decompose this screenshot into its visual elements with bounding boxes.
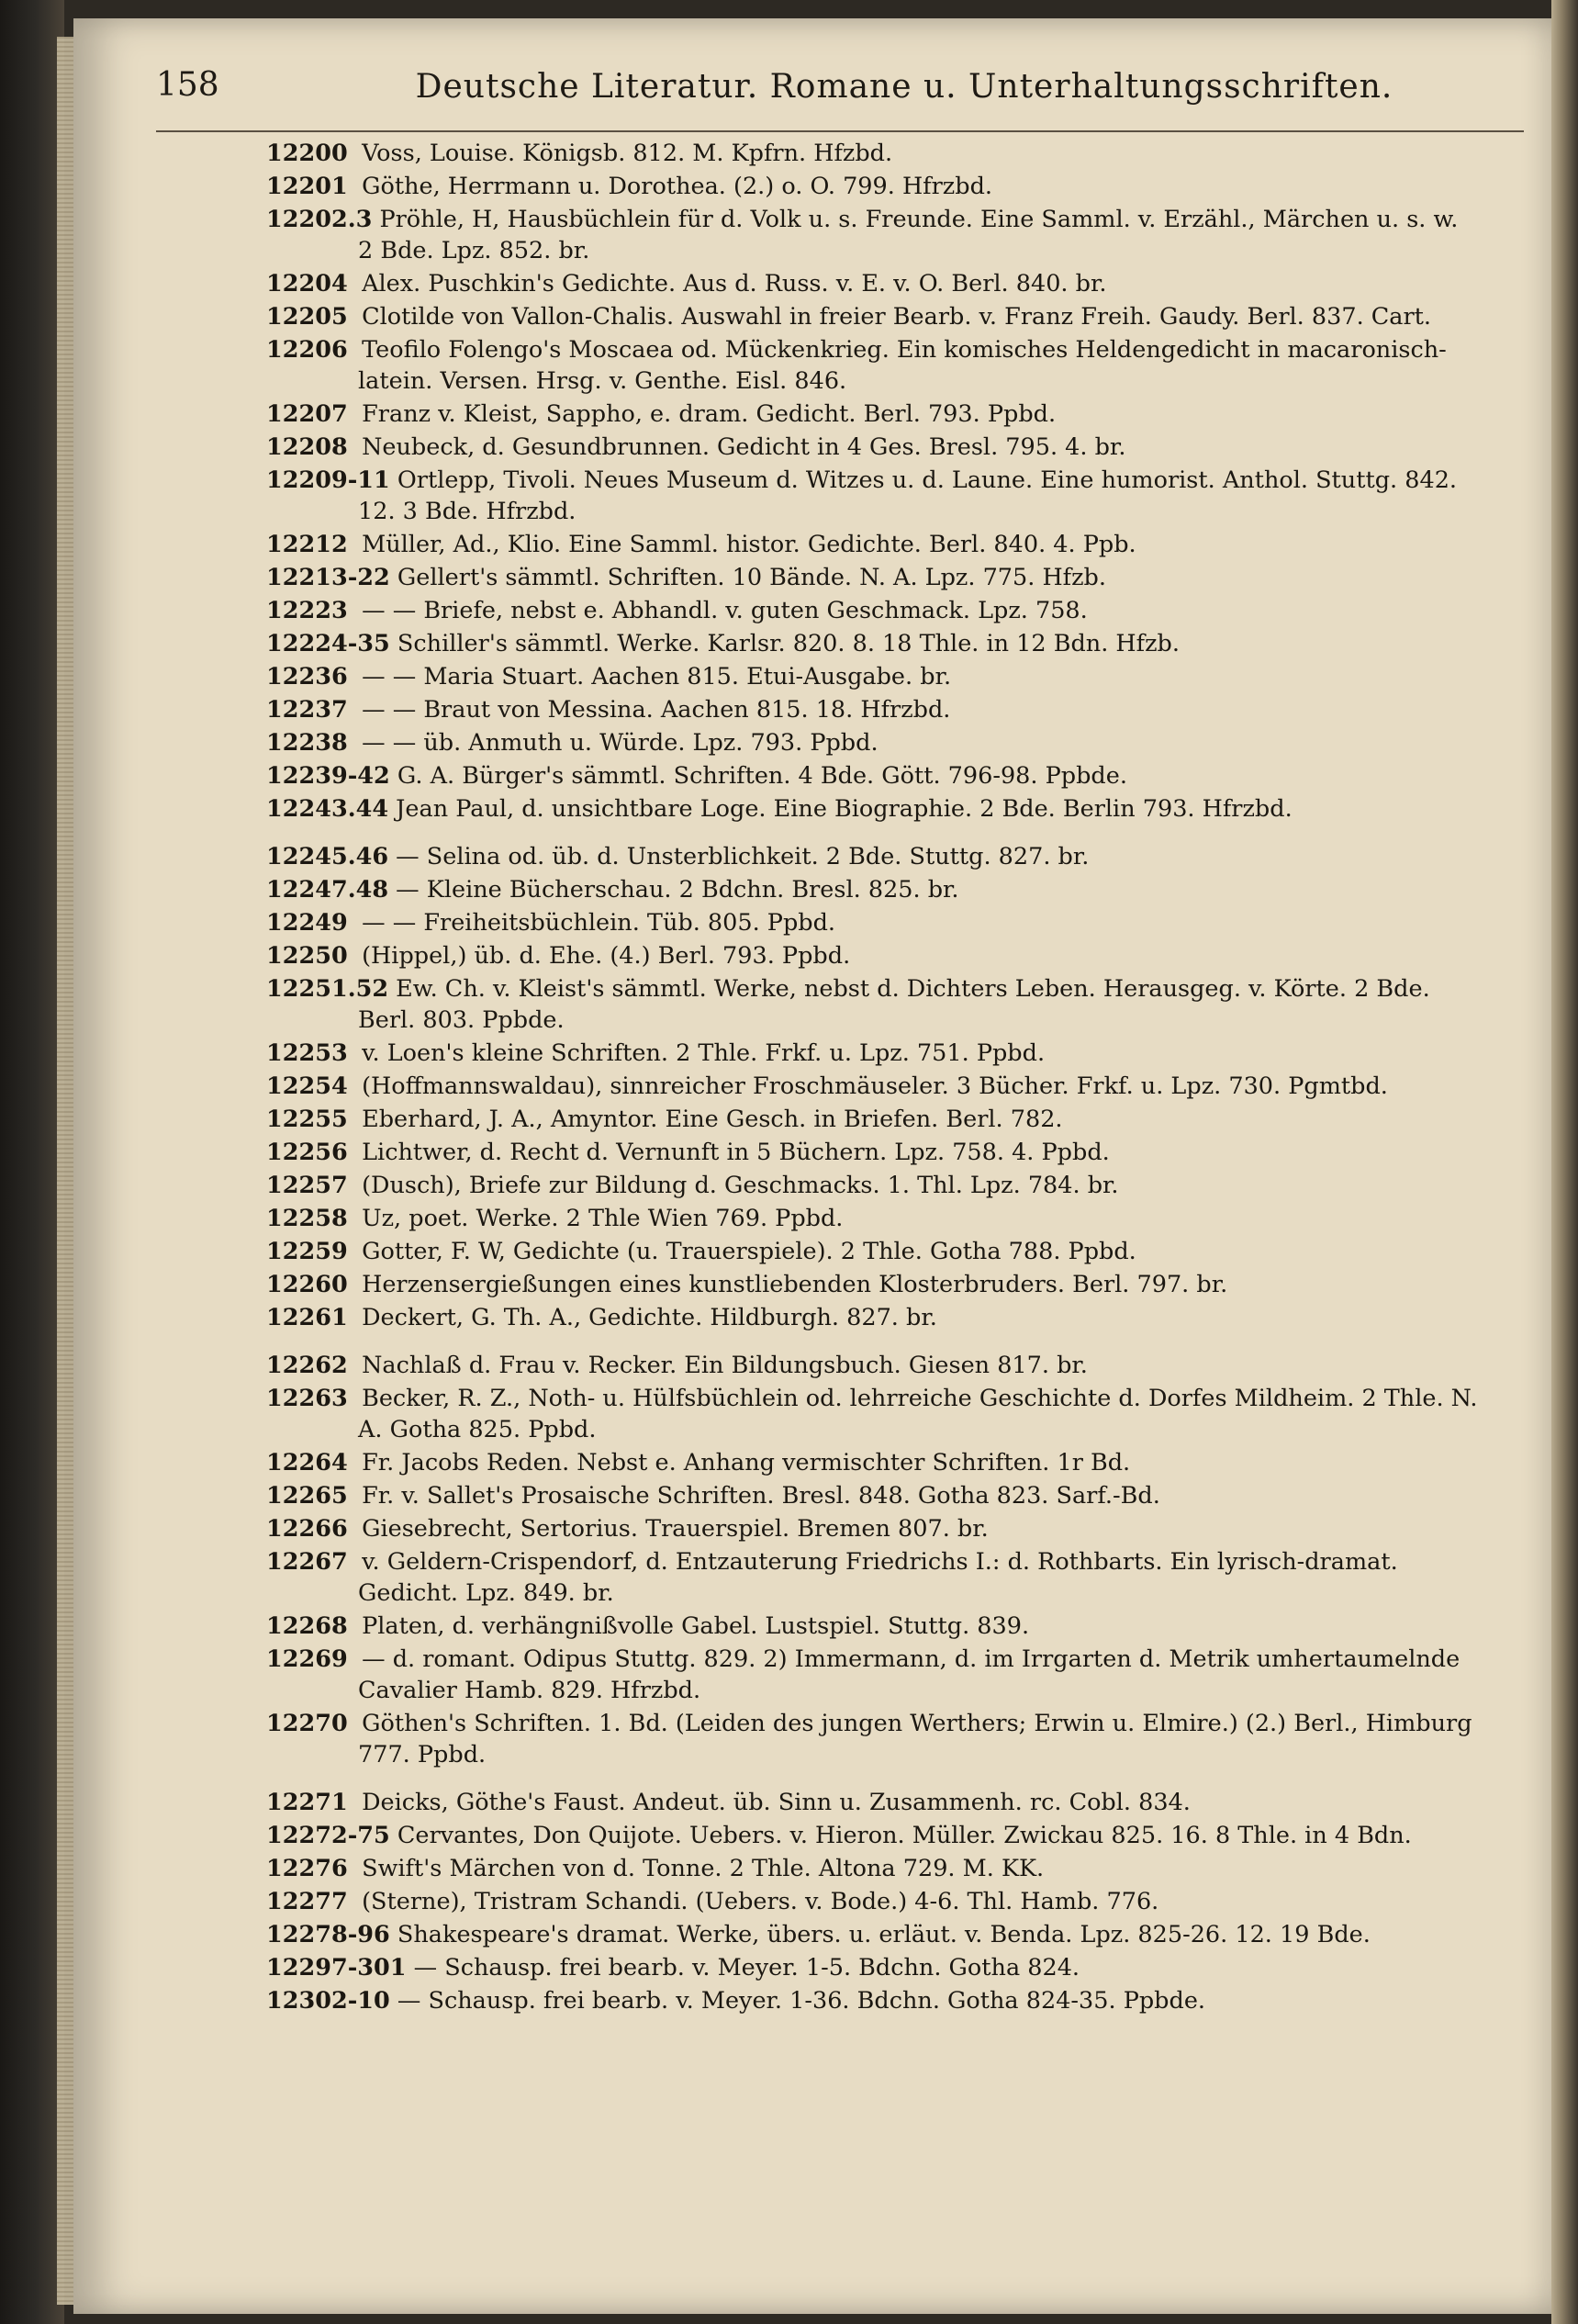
entry-number: 12277 bbox=[266, 1888, 348, 1915]
entry-text: G. A. Bürger's sämmtl. Schriften. 4 Bde. Gött. 796-98. Ppbde. bbox=[389, 762, 1127, 790]
catalog-entry bbox=[266, 1302, 1478, 1333]
entry-number: 12224-35 bbox=[266, 630, 390, 657]
entry-text: Göthe, Herrmann u. Dorothea. (2.) o. O. 799. Hfrzbd. bbox=[354, 173, 992, 200]
catalog-entry bbox=[266, 1985, 1478, 2016]
catalog-entry bbox=[266, 529, 1478, 560]
catalog-entry bbox=[266, 940, 1478, 971]
catalog-entry bbox=[266, 1952, 1478, 1983]
entry-text: Ortlepp, Tivoli. Neues Museum d. Witzes u. d. Laune. Eine humorist. Anthol. Stuttg. 842. 12. 3 Bde. Hfrzbd. bbox=[358, 466, 1458, 525]
entry-text: Herzensergießungen eines kunstliebenden Klosterbruders. Berl. 797. br. bbox=[354, 1271, 1228, 1298]
catalog-entry bbox=[266, 874, 1478, 905]
entry-text: — — üb. Anmuth u. Würde. Lpz. 793. Ppbd. bbox=[354, 729, 879, 757]
entry-text: Shakespeare's dramat. Werke, übers. u. erläut. v. Benda. Lpz. 825-26. 12. 19 Bde. bbox=[389, 1921, 1371, 1948]
entry-text: Deicks, Göthe's Faust. Andeut. üb. Sinn u. Zusammenh. rc. Cobl. 834. bbox=[354, 1789, 1191, 1816]
entry-text: Göthen's Schriften. 1. Bd. (Leiden des jungen Werthers; Erwin u. Elmire.) (2.) Berl., Himburg 777. Ppbd. bbox=[354, 1710, 1472, 1768]
entry-text: Fr. v. Sallet's Prosaische Schriften. Bresl. 848. Gotha 823. Sarf.-Bd. bbox=[354, 1482, 1160, 1510]
entry-text: (Dusch), Briefe zur Bildung d. Geschmacks. 1. Thl. Lpz. 784. br. bbox=[354, 1172, 1119, 1199]
entry-text: Becker, R. Z., Noth- u. Hülfsbüchlein od. lehrreiche Geschichte d. Dorfes Mildheim. 2 Thle. N. A. Gotha 825. Ppbd. bbox=[354, 1385, 1478, 1443]
entry-text: — — Freiheitsbüchlein. Tüb. 805. Ppbd. bbox=[354, 909, 836, 937]
entry-number: 12269 bbox=[266, 1645, 348, 1673]
catalog-entry bbox=[266, 1383, 1478, 1445]
entry-text: — — Braut von Messina. Aachen 815. 18. Hfrzbd. bbox=[354, 696, 951, 724]
entry-text: Uz, poet. Werke. 2 Thle Wien 769. Ppbd. bbox=[354, 1205, 844, 1232]
catalog-entry bbox=[266, 793, 1478, 825]
entry-number: 12254 bbox=[266, 1072, 348, 1100]
entry-number: 12245.46 bbox=[266, 843, 389, 870]
entry-number: 12276 bbox=[266, 1855, 348, 1882]
entry-text: — Schausp. frei bearb. v. Meyer. 1-5. Bdchn. Gotha 824. bbox=[406, 1954, 1080, 1982]
entry-number: 12257 bbox=[266, 1172, 348, 1199]
page-number: 158 bbox=[156, 66, 219, 104]
catalog-entry bbox=[266, 1919, 1478, 1950]
catalog-entry bbox=[266, 562, 1478, 593]
entry-number: 12260 bbox=[266, 1271, 348, 1298]
entry-text: Pröhle, H, Hausbüchlein für d. Volk u. s. Freunde. Eine Samml. v. Erzähl., Märchen u. s. w. 2 Bde. Lpz. 852. br. bbox=[358, 206, 1459, 264]
entry-number: 12261 bbox=[266, 1304, 348, 1331]
entry-number: 12278-96 bbox=[266, 1921, 390, 1948]
entry-number: 12243.44 bbox=[266, 795, 389, 823]
catalog-entry bbox=[266, 1820, 1478, 1851]
entry-number: 12262 bbox=[266, 1352, 348, 1379]
running-title: Deutsche Literatur. Romane u. Unterhaltungsschriften. bbox=[415, 68, 1393, 106]
entry-text: Deckert, G. Th. A., Gedichte. Hildburgh. 827. br. bbox=[354, 1304, 937, 1331]
entry-number: 12247.48 bbox=[266, 876, 389, 904]
catalog-entry bbox=[266, 1236, 1478, 1267]
catalog-entry bbox=[266, 841, 1478, 872]
entry-number: 12238 bbox=[266, 729, 348, 757]
entry-text: Lichtwer, d. Recht d. Vernunft in 5 Büchern. Lpz. 758. 4. Ppbd. bbox=[354, 1139, 1110, 1166]
entry-text: Alex. Puschkin's Gedichte. Aus d. Russ. v. E. v. O. Berl. 840. br. bbox=[354, 270, 1107, 298]
entry-text: — Selina od. üb. d. Unsterblichkeit. 2 Bde. Stuttg. 827. br. bbox=[388, 843, 1090, 870]
entry-number: 12250 bbox=[266, 942, 348, 970]
entry-text: — — Maria Stuart. Aachen 815. Etui-Ausgabe. br. bbox=[354, 663, 952, 690]
catalog-entry bbox=[266, 1787, 1478, 1818]
entry-number: 12264 bbox=[266, 1449, 348, 1476]
entry-number: 12302-10 bbox=[266, 1987, 390, 2015]
entry-number: 12223 bbox=[266, 597, 348, 624]
entry-text: Clotilde von Vallon-Chalis. Auswahl in freier Bearb. v. Franz Freih. Gaudy. Berl. 837. Cart. bbox=[354, 303, 1432, 331]
entry-text: — — Briefe, nebst e. Abhandl. v. guten Geschmack. Lpz. 758. bbox=[354, 597, 1088, 624]
entry-number: 12213-22 bbox=[266, 564, 390, 591]
catalog-entry bbox=[266, 1611, 1478, 1642]
entry-text: Müller, Ad., Klio. Eine Samml. histor. Gedichte. Berl. 840. 4. Ppb. bbox=[354, 531, 1136, 558]
entry-number: 12251.52 bbox=[266, 975, 389, 1003]
entry-text: Jean Paul, d. unsichtbare Loge. Eine Biographie. 2 Bde. Berlin 793. Hfrzbd. bbox=[388, 795, 1293, 823]
catalog-entry bbox=[266, 628, 1478, 659]
catalog-entry bbox=[266, 1480, 1478, 1511]
entry-number: 12256 bbox=[266, 1139, 348, 1166]
catalog-entry bbox=[266, 694, 1478, 725]
catalog-entry bbox=[266, 661, 1478, 692]
catalog-entry bbox=[266, 465, 1478, 527]
catalog-entry bbox=[266, 1513, 1478, 1544]
entry-number: 12270 bbox=[266, 1710, 348, 1737]
entry-number: 12200 bbox=[266, 140, 348, 167]
catalog-entry bbox=[266, 1203, 1478, 1234]
entry-text: v. Geldern-Crispendorf, d. Entzauterung Friedrichs I.: d. Rothbarts. Ein lyrisch-dramat. Gedicht. Lpz. 849. br. bbox=[354, 1548, 1398, 1607]
entry-text: — Schausp. frei bearb. v. Meyer. 1-36. Bdchn. Gotha 824-35. Ppbde. bbox=[389, 1987, 1206, 2015]
catalog-entry bbox=[266, 268, 1478, 299]
entry-number: 12263 bbox=[266, 1385, 348, 1412]
catalog-entry bbox=[266, 432, 1478, 463]
catalog-entry bbox=[266, 171, 1478, 202]
catalog-entry bbox=[266, 138, 1478, 169]
entry-text: — d. romant. Odipus Stuttg. 829. 2) Immermann, d. im Irrgarten d. Metrik umhertaumelnde Cavalier Hamb. 829. Hfrzbd. bbox=[354, 1645, 1460, 1704]
catalog-entries bbox=[266, 138, 1478, 2018]
entry-text: Cervantes, Don Quijote. Uebers. v. Hieron. Müller. Zwickau 825. 16. 8 Thle. in 4 Bdn. bbox=[389, 1822, 1412, 1849]
catalog-entry bbox=[266, 907, 1478, 938]
page-header bbox=[156, 66, 1524, 132]
catalog-entry bbox=[266, 1071, 1478, 1102]
entry-number: 12271 bbox=[266, 1789, 348, 1816]
entry-number: 12204 bbox=[266, 270, 348, 298]
entry-text: (Sterne), Tristram Schandi. (Uebers. v. Bode.) 4-6. Thl. Hamb. 776. bbox=[354, 1888, 1159, 1915]
catalog-entry bbox=[266, 399, 1478, 430]
entry-number: 12205 bbox=[266, 303, 348, 331]
entry-number: 12258 bbox=[266, 1205, 348, 1232]
entry-text: Giesebrecht, Sertorius. Trauerspiel. Bremen 807. br. bbox=[354, 1515, 989, 1543]
entry-text: Gellert's sämmtl. Schriften. 10 Bände. N. A. Lpz. 775. Hfzb. bbox=[389, 564, 1106, 591]
catalog-entry bbox=[266, 1447, 1478, 1478]
catalog-entry bbox=[266, 1170, 1478, 1201]
entry-text: Teofilo Folengo's Moscaea od. Mückenkrieg. Ein komisches Heldengedicht in macaronisch-latein. Versen. Hrsg. v. Genthe. Eisl. 846. bbox=[354, 336, 1447, 395]
catalog-entry bbox=[266, 1644, 1478, 1706]
entry-number: 12202.3 bbox=[266, 206, 373, 233]
entry-number: 12236 bbox=[266, 663, 348, 690]
catalog-entry bbox=[266, 204, 1478, 266]
entry-text: (Hoffmannswaldau), sinnreicher Froschmäuseler. 3 Bücher. Frkf. u. Lpz. 730. Pgmtbd. bbox=[354, 1072, 1388, 1100]
entry-text: Nachlaß d. Frau v. Recker. Ein Bildungsbuch. Giesen 817. br. bbox=[354, 1352, 1088, 1379]
entry-number: 12265 bbox=[266, 1482, 348, 1510]
entry-number: 12266 bbox=[266, 1515, 348, 1543]
catalog-entry bbox=[266, 1886, 1478, 1917]
entry-number: 12267 bbox=[266, 1548, 348, 1576]
entry-text: Fr. Jacobs Reden. Nebst e. Anhang vermischter Schriften. 1r Bd. bbox=[354, 1449, 1131, 1476]
catalog-entry bbox=[266, 334, 1478, 397]
entry-number: 12272-75 bbox=[266, 1822, 390, 1849]
catalog-entry bbox=[266, 1708, 1478, 1770]
catalog-entry bbox=[266, 1038, 1478, 1069]
catalog-entry bbox=[266, 973, 1478, 1036]
catalog-entry bbox=[266, 727, 1478, 758]
book-spine bbox=[0, 0, 64, 2324]
entry-text: Neubeck, d. Gesundbrunnen. Gedicht in 4 Ges. Bresl. 795. 4. br. bbox=[354, 433, 1126, 461]
entry-number: 12259 bbox=[266, 1238, 348, 1265]
entry-number: 12249 bbox=[266, 909, 348, 937]
entry-number: 12253 bbox=[266, 1039, 348, 1067]
entry-text: (Hippel,) üb. d. Ehe. (4.) Berl. 793. Ppbd. bbox=[354, 942, 851, 970]
entry-number: 12239-42 bbox=[266, 762, 390, 790]
entry-number: 12255 bbox=[266, 1106, 348, 1133]
entry-text: Schiller's sämmtl. Werke. Karlsr. 820. 8. 18 Thle. in 12 Bdn. Hfzb. bbox=[389, 630, 1180, 657]
catalog-entry bbox=[266, 301, 1478, 332]
entry-text: Voss, Louise. Königsb. 812. M. Kpfrn. Hfzbd. bbox=[354, 140, 893, 167]
entry-number: 12207 bbox=[266, 400, 348, 428]
entry-text: — Kleine Bücherschau. 2 Bdchn. Bresl. 825. br. bbox=[388, 876, 959, 904]
catalog-entry bbox=[266, 1269, 1478, 1300]
entry-text: Gotter, F. W, Gedichte (u. Trauerspiele). 2 Thle. Gotha 788. Ppbd. bbox=[354, 1238, 1136, 1265]
entry-number: 12209-11 bbox=[266, 466, 390, 494]
entry-text: Ew. Ch. v. Kleist's sämmtl. Werke, nebst d. Dichters Leben. Herausgeg. v. Körte. 2 Bde. Berl. 803. Ppbde. bbox=[358, 975, 1430, 1034]
entry-number: 12237 bbox=[266, 696, 348, 724]
entry-number: 12268 bbox=[266, 1612, 348, 1640]
catalog-entry bbox=[266, 760, 1478, 792]
entry-number: 12212 bbox=[266, 531, 348, 558]
entry-text: Platen, d. verhängnißvolle Gabel. Lustspiel. Stuttg. 839. bbox=[354, 1612, 1030, 1640]
entry-number: 12201 bbox=[266, 173, 348, 200]
entry-text: v. Loen's kleine Schriften. 2 Thle. Frkf. u. Lpz. 751. Ppbd. bbox=[354, 1039, 1046, 1067]
entry-number: 12297-301 bbox=[266, 1954, 407, 1982]
entry-number: 12208 bbox=[266, 433, 348, 461]
catalog-entry bbox=[266, 595, 1478, 626]
entry-number: 12206 bbox=[266, 336, 348, 364]
catalog-entry bbox=[266, 1853, 1478, 1884]
entry-text: Eberhard, J. A., Amyntor. Eine Gesch. in Briefen. Berl. 782. bbox=[354, 1106, 1063, 1133]
catalog-entry bbox=[266, 1137, 1478, 1168]
next-page-edge bbox=[1551, 0, 1578, 2324]
entry-text: Swift's Märchen von d. Tonne. 2 Thle. Altona 729. M. KK. bbox=[354, 1855, 1045, 1882]
catalog-entry bbox=[266, 1104, 1478, 1135]
catalog-entry bbox=[266, 1350, 1478, 1381]
catalog-entry bbox=[266, 1546, 1478, 1609]
entry-text: Franz v. Kleist, Sappho, e. dram. Gedicht. Berl. 793. Ppbd. bbox=[354, 400, 1057, 428]
